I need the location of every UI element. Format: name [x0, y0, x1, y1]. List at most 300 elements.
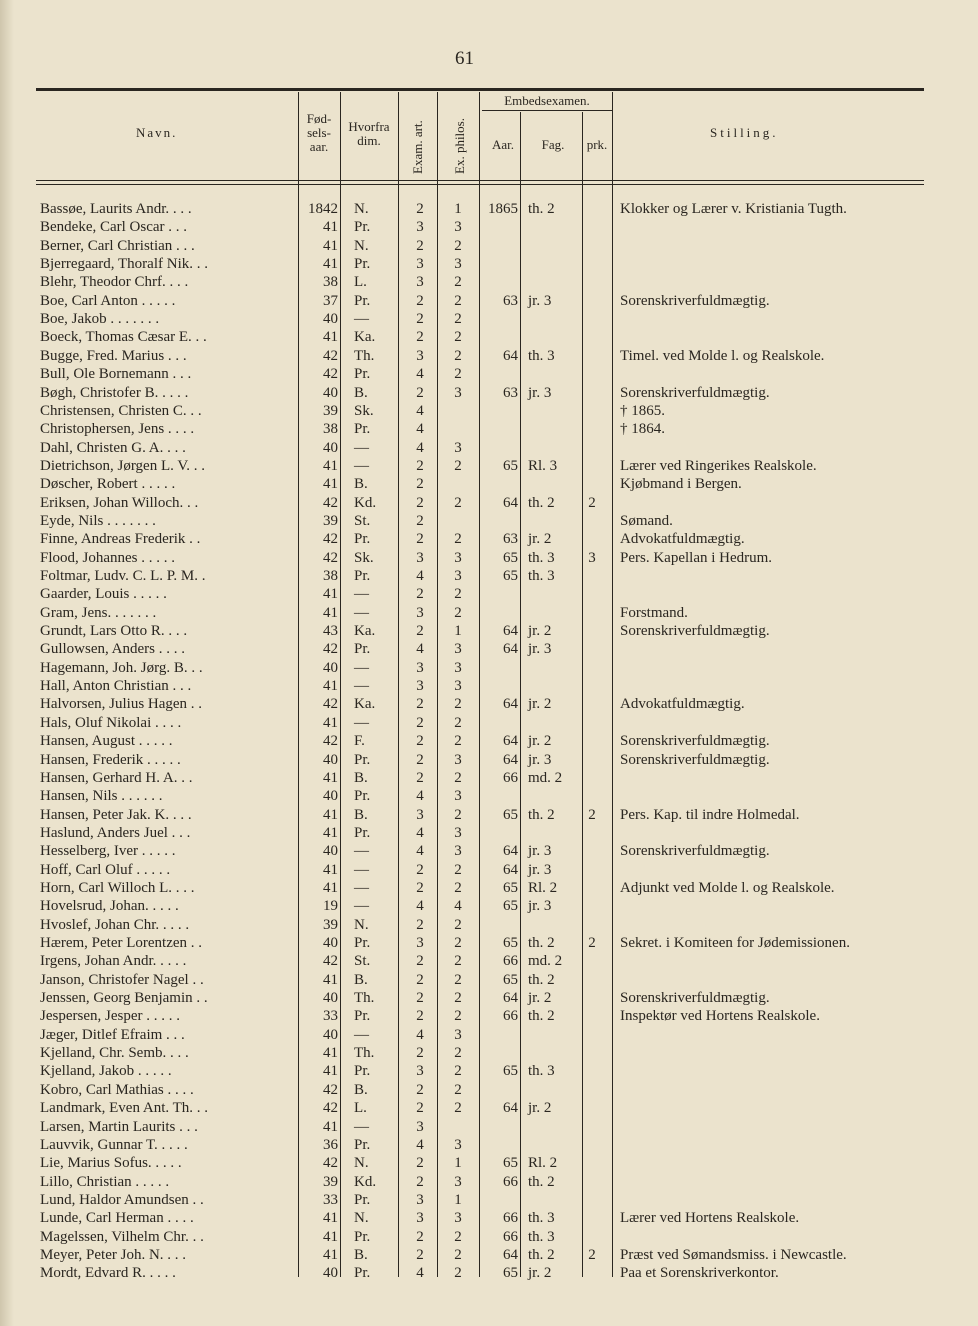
year-cell: 41: [323, 476, 338, 493]
name-cell: Bøgh, Christofer B. . . . .: [40, 384, 189, 401]
name-cell: Hagemann, Joh. Jørg. B. . .: [40, 659, 203, 676]
stilling-cell: Advokatfuldmægtig.: [620, 696, 745, 713]
exam-art-cell: 2: [416, 916, 424, 933]
exam-art-cell: 3: [416, 935, 424, 951]
from-cell: Pr.: [354, 1136, 371, 1153]
ex-philos-cell: 3: [454, 549, 462, 566]
year-cell: 1842: [308, 201, 338, 217]
aar-cell: 64: [503, 990, 518, 1007]
table-row: [0, 622, 978, 640]
name-cell: Lie, Marius Sofus. . . . .: [40, 1155, 182, 1172]
table-row: [0, 1209, 978, 1227]
ex-philos-cell: 2: [454, 935, 462, 951]
table-row: [0, 1099, 978, 1117]
table-row: [0, 916, 978, 934]
ex-philos-cell: 2: [454, 696, 462, 713]
stilling-cell: Pers. Kapellan i Hedrum.: [620, 549, 773, 566]
year-cell: 42: [323, 696, 338, 713]
exam-art-cell: 4: [416, 1265, 424, 1282]
stilling-cell: Advokatfuldmægtig.: [620, 531, 745, 548]
aar-cell: 64: [503, 751, 518, 768]
table-row: [0, 824, 978, 842]
table-row: [0, 255, 978, 273]
year-cell: 38: [323, 421, 338, 438]
from-cell: Pr.: [354, 1228, 371, 1245]
from-cell: —: [354, 678, 369, 695]
name-cell: Kobro, Carl Mathias . . . .: [40, 1081, 194, 1098]
ex-philos-cell: 2: [454, 990, 462, 1007]
stilling-cell: Klokker og Lærer v. Kristiania Tugth.: [620, 201, 847, 217]
header-bottom-rule-2: [36, 184, 924, 185]
ex-philos-cell: 2: [454, 806, 462, 823]
fag-cell: Rl. 2: [528, 1155, 558, 1172]
ex-philos-cell: 2: [454, 366, 462, 383]
exam-art-cell: 2: [416, 311, 424, 328]
name-cell: Bugge, Fred. Marius . . .: [40, 347, 187, 364]
fag-cell: th. 3: [528, 1210, 555, 1227]
embedsexamen-rule: [482, 110, 612, 111]
name-cell: Hansen, Gerhard H. A. . .: [40, 769, 193, 786]
ex-philos-cell: 2: [454, 531, 462, 548]
from-cell: —: [354, 311, 369, 328]
name-cell: Hansen, Nils . . . . . .: [40, 788, 163, 805]
year-cell: 40: [323, 843, 338, 860]
table-row: [0, 1154, 978, 1172]
year-cell: 39: [323, 1173, 338, 1190]
aar-cell: 65: [503, 568, 518, 584]
year-cell: 37: [323, 292, 338, 309]
name-cell: Eyde, Nils . . . . . . .: [40, 512, 156, 529]
table-row: [0, 494, 978, 512]
exam-art-cell: 2: [416, 494, 424, 511]
table-row: [0, 1026, 978, 1044]
table-row: [0, 1062, 978, 1080]
exam-art-cell: 4: [416, 843, 424, 860]
aar-cell: 65: [503, 1063, 518, 1080]
aar-cell: 65: [503, 549, 518, 566]
fag-cell: jr. 2: [528, 531, 552, 548]
table-row: [0, 971, 978, 989]
exam-art-cell: 3: [416, 659, 424, 676]
from-cell: B.: [354, 1081, 368, 1098]
table-row: [0, 1246, 978, 1264]
aar-cell: 64: [503, 641, 518, 658]
from-cell: Pr.: [354, 1063, 371, 1080]
fag-cell: jr. 2: [528, 1265, 552, 1282]
exam-art-cell: 2: [416, 1008, 424, 1025]
from-cell: Sk.: [354, 402, 374, 419]
table-row: [0, 273, 978, 291]
name-cell: Hesselberg, Iver . . . . .: [40, 843, 176, 860]
from-cell: B.: [354, 806, 368, 823]
from-cell: Sk.: [354, 549, 374, 566]
year-cell: 39: [323, 512, 338, 529]
fag-cell: th. 3: [528, 347, 555, 364]
table-row: [0, 218, 978, 236]
from-cell: N.: [354, 1210, 369, 1227]
year-cell: 41: [323, 861, 338, 878]
name-cell: Larsen, Martin Laurits . . .: [40, 1118, 198, 1135]
name-cell: Horn, Carl Willoch L. . . .: [40, 879, 195, 896]
table-row: [0, 751, 978, 769]
exam-art-cell: 2: [416, 1045, 424, 1062]
aar-cell: 66: [503, 1173, 518, 1190]
exam-art-cell: 2: [416, 457, 424, 474]
ex-philos-cell: 1: [454, 201, 462, 217]
ex-philos-cell: 3: [454, 1173, 462, 1190]
prk-cell: 2: [588, 1246, 596, 1263]
name-cell: Halvorsen, Julius Hagen . .: [40, 696, 203, 713]
table-row: [0, 439, 978, 457]
from-cell: —: [354, 843, 369, 860]
ex-philos-cell: 2: [454, 1228, 462, 1245]
header-hvorfra-line1: Hvorfra: [348, 119, 390, 134]
from-cell: Pr.: [354, 531, 371, 548]
ex-philos-cell: 3: [454, 256, 462, 273]
table-row: [0, 310, 978, 328]
table-row: [0, 732, 978, 750]
year-cell: 40: [323, 935, 338, 951]
ex-philos-cell: 2: [454, 457, 462, 474]
aar-cell: 65: [503, 879, 518, 896]
fag-cell: jr. 3: [528, 898, 552, 915]
from-cell: N.: [354, 916, 369, 933]
ex-philos-cell: 2: [454, 916, 462, 933]
ex-philos-cell: 2: [454, 714, 462, 731]
exam-art-cell: 4: [416, 439, 424, 456]
aar-cell: 66: [503, 769, 518, 786]
table-row: [0, 237, 978, 255]
name-cell: Jenssen, Georg Benjamin . .: [40, 990, 208, 1007]
ex-philos-cell: 1: [454, 623, 462, 640]
name-cell: Eriksen, Johan Willoch. . .: [40, 494, 199, 511]
ex-philos-cell: 3: [454, 568, 462, 584]
year-cell: 41: [323, 604, 338, 621]
from-cell: —: [354, 457, 369, 474]
stilling-cell: Sorenskriverfuldmægtig.: [620, 751, 770, 768]
from-cell: Th.: [354, 347, 375, 364]
table-row: [0, 934, 978, 952]
fag-cell: jr. 2: [528, 696, 552, 713]
aar-cell: 65: [503, 935, 518, 951]
fag-cell: Rl. 2: [528, 879, 558, 896]
exam-art-cell: 2: [416, 879, 424, 896]
stilling-cell: † 1864.: [620, 421, 665, 438]
table-row: [0, 640, 978, 658]
exam-art-cell: 2: [416, 292, 424, 309]
fag-cell: th. 3: [528, 549, 555, 566]
from-cell: Kd.: [354, 494, 377, 511]
exam-art-cell: 3: [416, 806, 424, 823]
table-row: [0, 475, 978, 493]
name-cell: Haslund, Anders Juel . . .: [40, 824, 191, 841]
year-cell: 42: [323, 641, 338, 658]
name-cell: Hals, Oluf Nikolai . . . .: [40, 714, 182, 731]
name-cell: Boe, Jakob . . . . . . .: [40, 311, 160, 328]
table-row: [0, 200, 978, 218]
ex-philos-cell: 2: [454, 769, 462, 786]
year-cell: 42: [323, 549, 338, 566]
from-cell: B.: [354, 971, 368, 988]
name-cell: Lillo, Christian . . . . .: [40, 1173, 170, 1190]
year-cell: 40: [323, 1026, 338, 1043]
name-cell: Christensen, Christen C. . .: [40, 402, 202, 419]
stilling-cell: Pers. Kap. til indre Holmedal.: [620, 806, 800, 823]
exam-art-cell: 3: [416, 256, 424, 273]
ex-philos-cell: 3: [454, 219, 462, 236]
name-cell: Hansen, August . . . . .: [40, 733, 173, 750]
name-cell: Bull, Ole Bornemann . . .: [40, 366, 192, 383]
year-cell: 40: [323, 384, 338, 401]
header-hvorfra: [340, 120, 398, 148]
fag-cell: jr. 3: [528, 751, 552, 768]
year-cell: 41: [323, 1246, 338, 1263]
name-cell: Hansen, Frederik . . . . .: [40, 751, 181, 768]
table-row: [0, 1007, 978, 1025]
year-cell: 40: [323, 439, 338, 456]
table-row: [0, 677, 978, 695]
year-cell: 41: [323, 256, 338, 273]
name-cell: Berner, Carl Christian . . .: [40, 237, 195, 254]
name-cell: Boeck, Thomas Cæsar E. . .: [40, 329, 207, 346]
ex-philos-cell: 1: [454, 1191, 462, 1208]
from-cell: Pr.: [354, 366, 371, 383]
name-cell: Gram, Jens. . . . . . .: [40, 604, 157, 621]
aar-cell: 65: [503, 1155, 518, 1172]
from-cell: N.: [354, 237, 369, 254]
from-cell: Pr.: [354, 935, 371, 951]
ex-philos-cell: 4: [454, 898, 462, 915]
from-cell: L.: [354, 274, 367, 291]
exam-art-cell: 3: [416, 1118, 424, 1135]
from-cell: Ka.: [354, 696, 376, 713]
aar-cell: 63: [503, 292, 518, 309]
ex-philos-cell: 3: [454, 1136, 462, 1153]
aar-cell: 63: [503, 531, 518, 548]
aar-cell: 66: [503, 1008, 518, 1025]
year-cell: 41: [323, 586, 338, 603]
name-cell: Lund, Haldor Amundsen . .: [40, 1191, 204, 1208]
from-cell: N.: [354, 201, 369, 217]
year-cell: 41: [323, 824, 338, 841]
table-row: [0, 328, 978, 346]
table-row: [0, 1264, 978, 1282]
exam-art-cell: 4: [416, 568, 424, 584]
name-cell: Finne, Andreas Frederik . .: [40, 531, 201, 548]
ex-philos-cell: 3: [454, 788, 462, 805]
aar-cell: 63: [503, 384, 518, 401]
exam-art-cell: 2: [416, 971, 424, 988]
header-navn: Navn.: [136, 125, 178, 140]
fag-cell: th. 3: [528, 1228, 555, 1245]
fag-cell: jr. 3: [528, 843, 552, 860]
ex-philos-cell: 2: [454, 733, 462, 750]
name-cell: Dahl, Christen G. A. . . .: [40, 439, 186, 456]
stilling-cell: Sorenskriverfuldmægtig.: [620, 733, 770, 750]
year-cell: 42: [323, 953, 338, 970]
aar-cell: 64: [503, 843, 518, 860]
year-cell: 41: [323, 1045, 338, 1062]
year-cell: 40: [323, 751, 338, 768]
exam-art-cell: 2: [416, 512, 424, 529]
from-cell: —: [354, 1026, 369, 1043]
ex-philos-cell: 2: [454, 347, 462, 364]
fag-cell: Rl. 3: [528, 457, 558, 474]
name-cell: Janson, Christofer Nagel . .: [40, 971, 204, 988]
name-cell: Lunde, Carl Herman . . . .: [40, 1210, 194, 1227]
ex-philos-cell: 2: [454, 1100, 462, 1117]
stilling-cell: Præst ved Sømandsmiss. i Newcastle.: [620, 1246, 847, 1263]
table-row: [0, 1191, 978, 1209]
header-hvorfra-line2: dim.: [357, 133, 381, 148]
stilling-cell: Forstmand.: [620, 604, 688, 621]
prk-cell: 2: [588, 494, 596, 511]
table-row: [0, 989, 978, 1007]
from-cell: Pr.: [354, 219, 371, 236]
table-row: [0, 659, 978, 677]
table-row: [0, 292, 978, 310]
year-cell: 42: [323, 733, 338, 750]
ex-philos-cell: 3: [454, 824, 462, 841]
year-cell: 42: [323, 1155, 338, 1172]
aar-cell: 64: [503, 696, 518, 713]
from-cell: N.: [354, 1155, 369, 1172]
exam-art-cell: 2: [416, 1228, 424, 1245]
ex-philos-cell: 3: [454, 751, 462, 768]
name-cell: Bassøe, Laurits Andr. . . .: [40, 201, 192, 217]
ex-philos-cell: 2: [454, 311, 462, 328]
from-cell: —: [354, 586, 369, 603]
year-cell: 33: [323, 1191, 338, 1208]
year-cell: 40: [323, 311, 338, 328]
exam-art-cell: 2: [416, 751, 424, 768]
fag-cell: th. 2: [528, 806, 555, 823]
year-cell: 41: [323, 457, 338, 474]
ex-philos-cell: 2: [454, 494, 462, 511]
stilling-cell: Sorenskriverfuldmægtig.: [620, 384, 770, 401]
ex-philos-cell: 3: [454, 659, 462, 676]
name-cell: Boe, Carl Anton . . . . .: [40, 292, 176, 309]
header-fodsels-line3: aar.: [309, 139, 329, 154]
exam-art-cell: 4: [416, 824, 424, 841]
year-cell: 36: [323, 1136, 338, 1153]
year-cell: 42: [323, 366, 338, 383]
year-cell: 41: [323, 806, 338, 823]
from-cell: B.: [354, 769, 368, 786]
from-cell: Pr.: [354, 641, 371, 658]
table-row: [0, 512, 978, 530]
from-cell: Th.: [354, 990, 375, 1007]
header-prk: prk.: [586, 137, 608, 152]
table-row: [0, 530, 978, 548]
fag-cell: th. 2: [528, 1173, 555, 1190]
from-cell: Pr.: [354, 824, 371, 841]
header-stilling: Stilling.: [710, 125, 779, 140]
exam-art-cell: 2: [416, 1155, 424, 1172]
year-cell: 41: [323, 219, 338, 236]
from-cell: Pr.: [354, 1008, 371, 1025]
header-fodselsaar: [299, 112, 339, 154]
name-cell: Jespersen, Jesper . . . . .: [40, 1008, 180, 1025]
table-row: [0, 604, 978, 622]
from-cell: Pr.: [354, 1265, 371, 1282]
name-cell: Dietrichson, Jørgen L. V. . .: [40, 457, 205, 474]
name-cell: Meyer, Peter Joh. N. . . .: [40, 1246, 187, 1263]
fag-cell: th. 2: [528, 201, 555, 217]
fag-cell: th. 2: [528, 971, 555, 988]
table-row: [0, 1118, 978, 1136]
exam-art-cell: 3: [416, 1191, 424, 1208]
from-cell: —: [354, 604, 369, 621]
table-row: [0, 714, 978, 732]
fag-cell: jr. 2: [528, 733, 552, 750]
ex-philos-cell: 2: [454, 971, 462, 988]
aar-cell: 65: [503, 1265, 518, 1282]
from-cell: Pr.: [354, 421, 371, 438]
table-row: [0, 1136, 978, 1154]
ex-philos-cell: 1: [454, 1155, 462, 1172]
exam-art-cell: 4: [416, 788, 424, 805]
year-cell: 41: [323, 769, 338, 786]
ex-philos-cell: 2: [454, 1008, 462, 1025]
stilling-cell: Adjunkt ved Molde l. og Realskole.: [620, 879, 835, 896]
exam-art-cell: 2: [416, 714, 424, 731]
table-row: [0, 347, 978, 365]
ex-philos-cell: 2: [454, 274, 462, 291]
from-cell: —: [354, 898, 369, 915]
aar-cell: 65: [503, 898, 518, 915]
table-row: [0, 952, 978, 970]
name-cell: Bjerregaard, Thoralf Nik. . .: [40, 256, 208, 273]
name-cell: Hall, Anton Christian . . .: [40, 678, 192, 695]
header-embedsexamen: Embedsexamen.: [504, 93, 590, 108]
name-cell: Hovelsrud, Johan. . . . .: [40, 898, 179, 915]
fag-cell: th. 2: [528, 935, 555, 951]
fag-cell: md. 2: [528, 769, 563, 786]
page-number: 61: [455, 48, 474, 69]
header-fag: Fag.: [541, 137, 565, 152]
header-fodsels-line2: sels-: [307, 125, 331, 140]
name-cell: Hoff, Carl Oluf . . . . .: [40, 861, 171, 878]
ex-philos-cell: 3: [454, 439, 462, 456]
fag-cell: jr. 3: [528, 861, 552, 878]
table-row: [0, 879, 978, 897]
exam-art-cell: 3: [416, 1210, 424, 1227]
exam-art-cell: 2: [416, 861, 424, 878]
fag-cell: th. 2: [528, 1246, 555, 1263]
from-cell: Pr.: [354, 256, 371, 273]
ex-philos-cell: 2: [454, 1081, 462, 1098]
ex-philos-cell: 3: [454, 843, 462, 860]
exam-art-cell: 4: [416, 898, 424, 915]
year-cell: 38: [323, 568, 338, 584]
header-bottom-rule: [36, 180, 924, 181]
aar-cell: 1865: [488, 201, 518, 217]
name-cell: Kjelland, Chr. Semb. . . .: [40, 1045, 189, 1062]
ex-philos-cell: 2: [454, 1063, 462, 1080]
name-cell: Christophersen, Jens . . . .: [40, 421, 195, 438]
ex-philos-cell: 2: [454, 1246, 462, 1263]
from-cell: St.: [354, 953, 371, 970]
table-row: [0, 1228, 978, 1246]
from-cell: Pr.: [354, 292, 371, 309]
name-cell: Gullowsen, Anders . . . .: [40, 641, 185, 658]
fag-cell: jr. 2: [528, 990, 552, 1007]
exam-art-cell: 2: [416, 586, 424, 603]
fag-cell: jr. 3: [528, 641, 552, 658]
from-cell: Kd.: [354, 1173, 377, 1190]
name-cell: Hvoslef, Johan Chr. . . . .: [40, 916, 190, 933]
